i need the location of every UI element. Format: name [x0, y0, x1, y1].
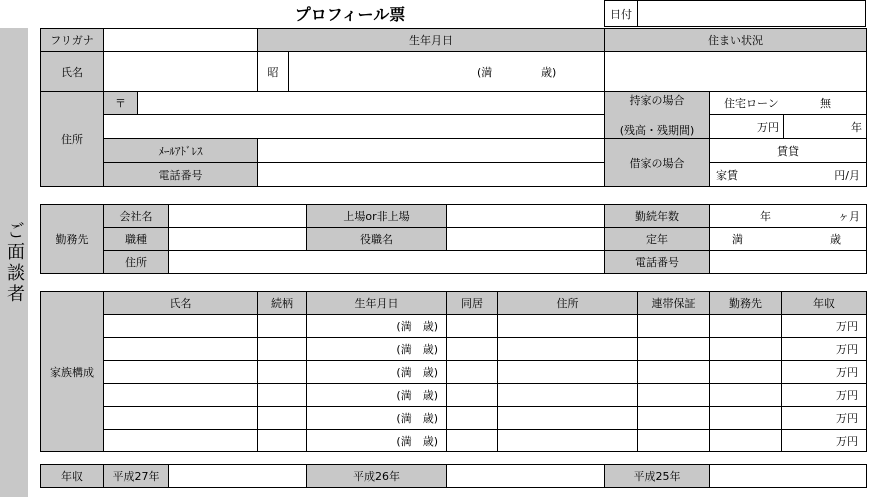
family-relation-cell[interactable]	[258, 361, 307, 384]
family-birthdate-cell[interactable]: (満 歳)	[307, 407, 447, 430]
family-cohabit-cell[interactable]	[447, 338, 498, 361]
furigana-label: フリガナ	[41, 29, 104, 52]
family-relation-cell[interactable]	[258, 430, 307, 452]
date-box	[604, 0, 866, 27]
work-label: 勤務先	[41, 205, 104, 274]
table-row[interactable]	[104, 315, 258, 338]
family-relation-cell[interactable]	[258, 384, 307, 407]
family-address-cell[interactable]	[498, 338, 638, 361]
family-cohabit-cell[interactable]	[447, 361, 498, 384]
phone-label: 電話番号	[104, 163, 258, 187]
position-label: 役職名	[307, 228, 447, 251]
work-address-field[interactable]	[169, 251, 605, 274]
family-section	[40, 291, 867, 452]
retire-label: 定年	[605, 228, 710, 251]
company-label: 会社名	[104, 205, 169, 228]
residence-field[interactable]	[605, 52, 867, 92]
family-birthdate-cell[interactable]: (満 歳)	[307, 361, 447, 384]
rent-field[interactable]: 家賃 円/月	[710, 163, 867, 187]
retire-open: 満	[732, 233, 743, 246]
family-birthdate-cell[interactable]: (満 歳)	[307, 384, 447, 407]
postal-field[interactable]	[138, 92, 605, 115]
family-header-workplace: 勤務先	[710, 292, 782, 315]
income-y2-label: 平成26年	[307, 465, 447, 488]
table-row[interactable]	[104, 338, 258, 361]
birthdate-field[interactable]	[289, 52, 605, 92]
position-field[interactable]	[447, 228, 605, 251]
birthdate-header: 生年月日	[258, 29, 605, 52]
income-y2-field[interactable]	[447, 465, 605, 488]
furigana-field[interactable]	[104, 29, 258, 52]
owned-label: 持家の場合 (残高・残期間)	[605, 92, 710, 139]
years-label: 勤続年数	[605, 205, 710, 228]
listed-label: 上場or非上場	[307, 205, 447, 228]
date-label: 日付	[605, 1, 638, 26]
family-relation-cell[interactable]	[258, 338, 307, 361]
company-field[interactable]	[169, 205, 307, 228]
email-label: ﾒｰﾙｱﾄﾞﾚｽ	[104, 139, 258, 163]
page-title: プロフィール票	[294, 4, 406, 24]
family-birthdate-cell[interactable]: (満 歳)	[307, 430, 447, 452]
family-income-cell[interactable]: 万円	[782, 407, 867, 430]
family-income-cell[interactable]: 万円	[782, 430, 867, 452]
family-address-cell[interactable]	[498, 407, 638, 430]
income-y1-field[interactable]	[169, 465, 307, 488]
email-field[interactable]	[258, 139, 605, 163]
income-label: 年収	[41, 465, 104, 488]
family-cohabit-cell[interactable]	[447, 315, 498, 338]
table-row[interactable]	[104, 430, 258, 452]
family-workplace-cell[interactable]	[710, 338, 782, 361]
residence-header: 住まい状況	[605, 29, 867, 52]
rent-type: 賃貸	[710, 139, 867, 163]
family-income-cell[interactable]: 万円	[782, 315, 867, 338]
family-header-relation: 続柄	[258, 292, 307, 315]
age-close: 歳)	[541, 65, 557, 79]
family-workplace-cell[interactable]	[710, 430, 782, 452]
family-workplace-cell[interactable]	[710, 361, 782, 384]
years-unit-month: ヶ月	[838, 210, 860, 223]
family-address-cell[interactable]	[498, 384, 638, 407]
phone-field[interactable]	[258, 163, 605, 187]
remaining-amount[interactable]: 万円	[710, 115, 784, 139]
table-row[interactable]	[104, 361, 258, 384]
name-label: 氏名	[41, 52, 104, 92]
years-field[interactable]	[710, 205, 867, 228]
era-label: 昭	[258, 52, 289, 92]
family-birthdate-cell[interactable]: (満 歳)	[307, 315, 447, 338]
date-field[interactable]	[638, 1, 865, 26]
postal-label: 〒	[104, 92, 138, 115]
years-unit-year: 年	[760, 210, 771, 223]
profile-section	[40, 28, 867, 187]
rented-label: 借家の場合	[605, 139, 710, 187]
family-header-name: 氏名	[104, 292, 258, 315]
income-y3-label: 平成25年	[605, 465, 710, 488]
family-address-cell[interactable]	[498, 430, 638, 452]
retire-close: 歳	[830, 233, 841, 246]
family-cohabit-cell[interactable]	[447, 407, 498, 430]
family-header-birthdate: 生年月日	[307, 292, 447, 315]
work-address-label: 住所	[104, 251, 169, 274]
family-birthdate-cell[interactable]: (満 歳)	[307, 338, 447, 361]
work-phone-label: 電話番号	[605, 251, 710, 274]
family-guarantor-cell[interactable]	[638, 338, 710, 361]
family-address-cell[interactable]	[498, 361, 638, 384]
family-header-cohabit: 同居	[447, 292, 498, 315]
family-relation-cell[interactable]	[258, 407, 307, 430]
family-address-cell[interactable]	[498, 315, 638, 338]
table-row[interactable]	[104, 407, 258, 430]
side-label: ご面談者	[0, 28, 28, 497]
age-open: (満	[477, 65, 493, 79]
remaining-years[interactable]: 年	[784, 115, 867, 139]
family-label: 家族構成	[41, 292, 104, 452]
work-phone-field[interactable]	[710, 251, 867, 274]
family-workplace-cell[interactable]	[710, 315, 782, 338]
job-label: 職種	[104, 228, 169, 251]
family-guarantor-cell[interactable]	[638, 361, 710, 384]
family-income-cell[interactable]: 万円	[782, 384, 867, 407]
family-guarantor-cell[interactable]	[638, 384, 710, 407]
address-label: 住所	[41, 92, 104, 187]
mortgage-field[interactable]: 住宅ローン 無	[710, 92, 867, 115]
family-header-address: 住所	[498, 292, 638, 315]
family-header-income: 年収	[782, 292, 867, 315]
family-guarantor-cell[interactable]	[638, 430, 710, 452]
family-cohabit-cell[interactable]	[447, 430, 498, 452]
mortgage-none: 無	[820, 97, 831, 110]
family-header-guarantor: 連帯保証	[638, 292, 710, 315]
family-guarantor-cell[interactable]	[638, 407, 710, 430]
family-cohabit-cell[interactable]	[447, 384, 498, 407]
family-income-cell[interactable]: 万円	[782, 361, 867, 384]
income-y1-label: 平成27年	[104, 465, 169, 488]
family-income-cell[interactable]: 万円	[782, 338, 867, 361]
family-workplace-cell[interactable]	[710, 384, 782, 407]
retire-field[interactable]	[710, 228, 867, 251]
family-workplace-cell[interactable]	[710, 407, 782, 430]
table-row[interactable]	[104, 384, 258, 407]
address-field[interactable]	[104, 115, 605, 139]
work-section	[40, 204, 867, 274]
income-section	[40, 464, 867, 488]
income-y3-field[interactable]	[710, 465, 867, 488]
job-field[interactable]	[169, 228, 307, 251]
listed-field[interactable]	[447, 205, 605, 228]
name-field[interactable]	[104, 52, 258, 92]
family-relation-cell[interactable]	[258, 315, 307, 338]
family-guarantor-cell[interactable]	[638, 315, 710, 338]
